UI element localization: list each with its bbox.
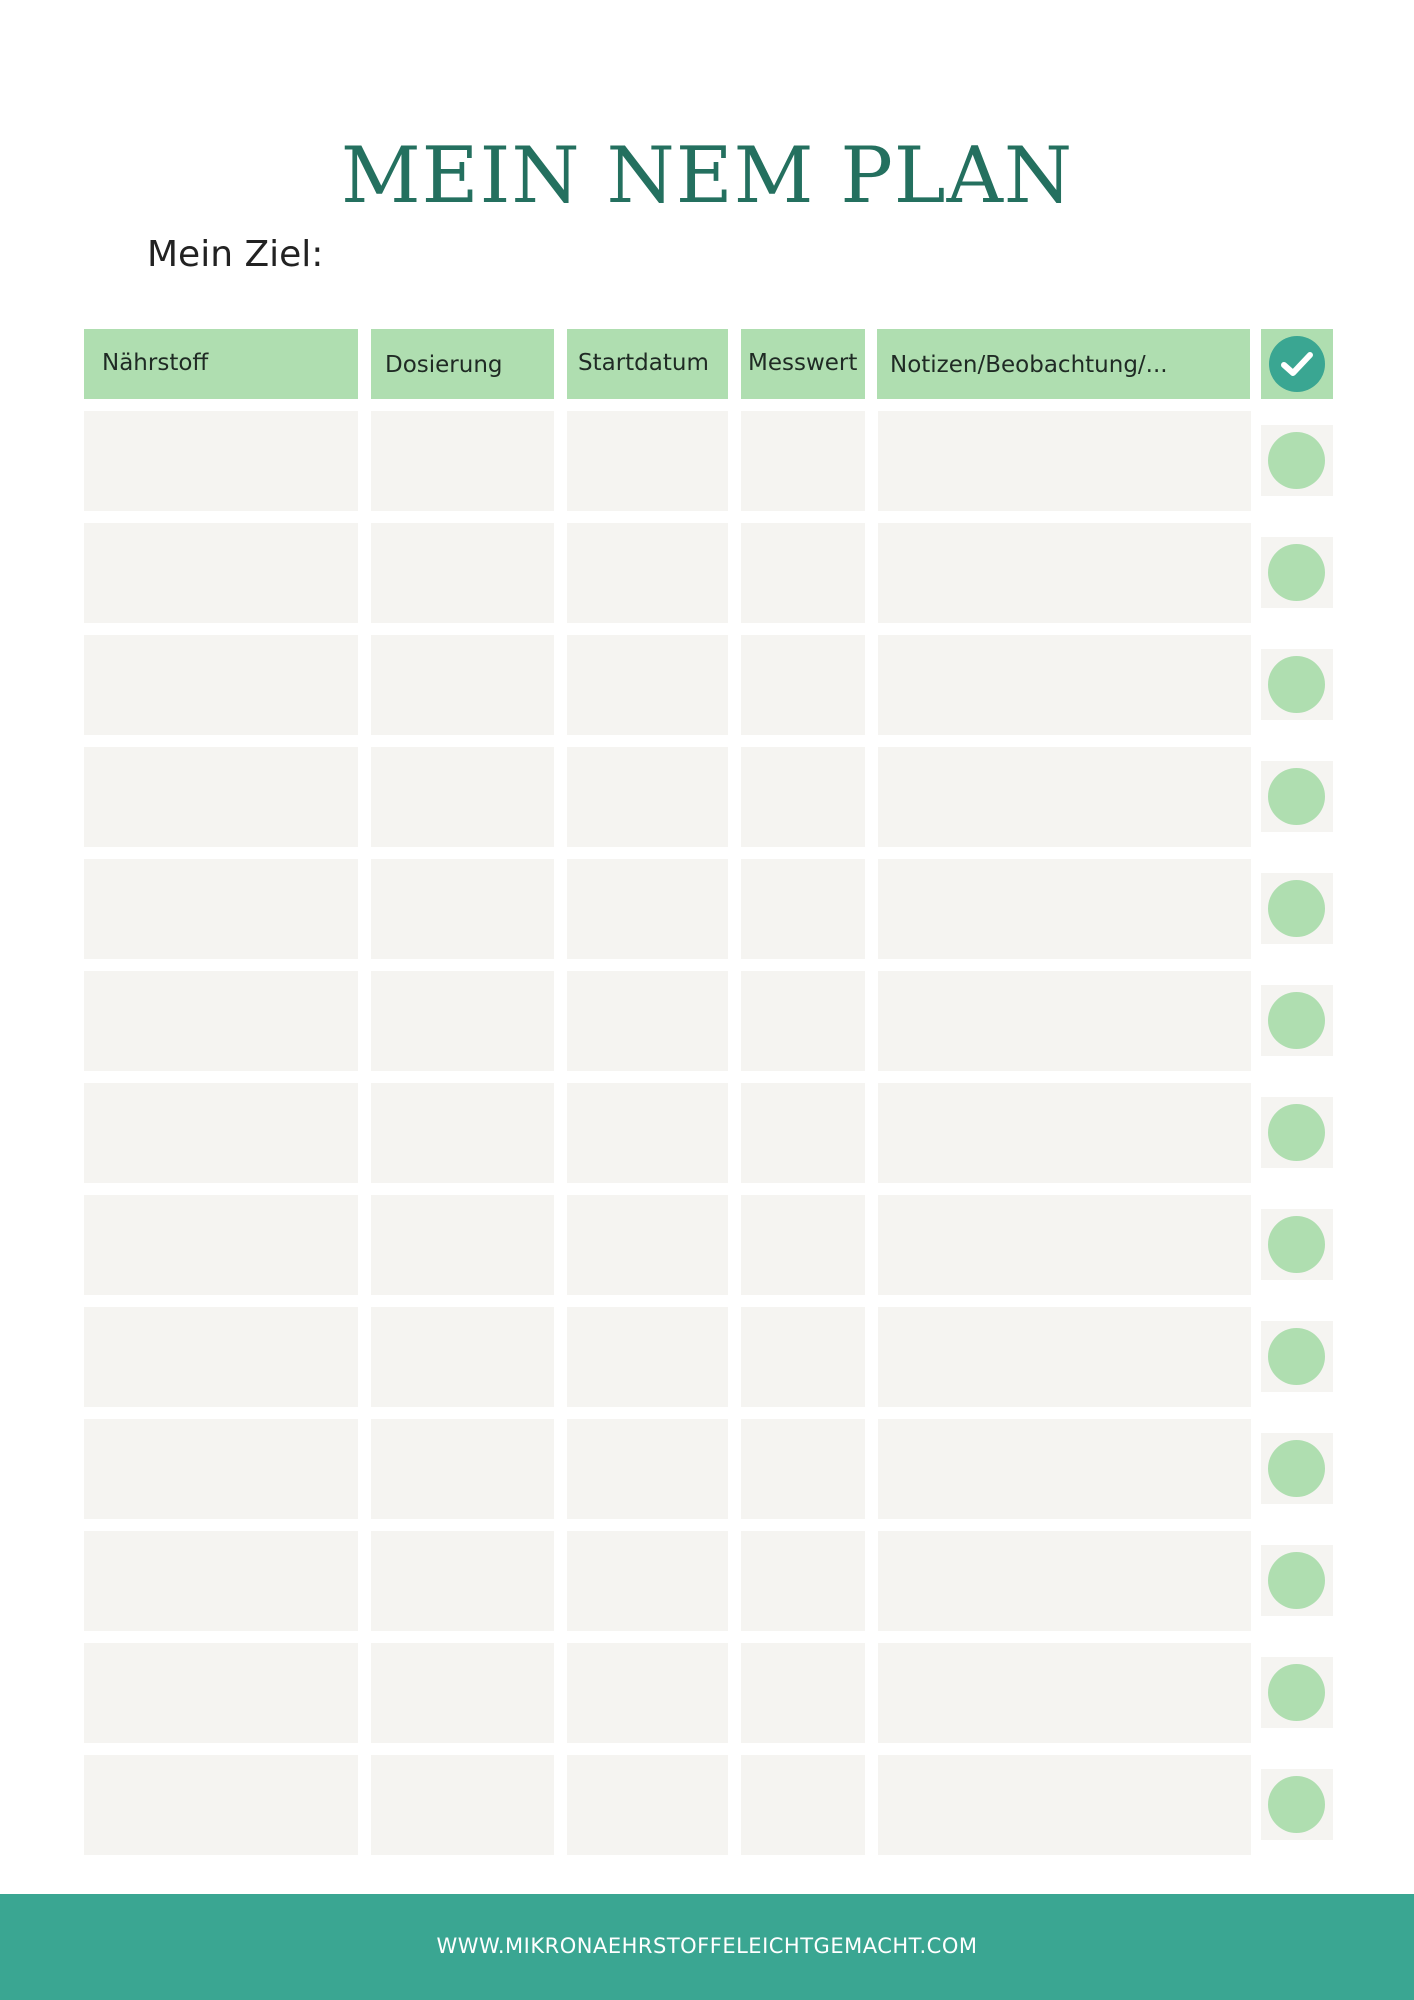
row-check-box[interactable]: [1261, 537, 1333, 608]
cell-dosierung[interactable]: [371, 635, 554, 735]
cell-notizen[interactable]: [878, 1531, 1251, 1631]
row-check-box[interactable]: [1261, 985, 1333, 1056]
cell-startdatum[interactable]: [567, 1307, 728, 1407]
cell-naehrstoff[interactable]: [84, 1083, 358, 1183]
cell-dosierung[interactable]: [371, 1083, 554, 1183]
cell-dosierung[interactable]: [371, 1755, 554, 1855]
cell-naehrstoff[interactable]: [84, 1643, 358, 1743]
empty-circle-icon: [1268, 1328, 1325, 1385]
empty-circle-icon: [1268, 432, 1325, 489]
cell-notizen[interactable]: [878, 411, 1251, 511]
cell-notizen[interactable]: [878, 1083, 1251, 1183]
row-check-box[interactable]: [1261, 1097, 1333, 1168]
header-dosierung: Dosierung: [371, 329, 554, 399]
cell-dosierung[interactable]: [371, 1531, 554, 1631]
row-check-box[interactable]: [1261, 1657, 1333, 1728]
cell-dosierung[interactable]: [371, 1195, 554, 1295]
cell-naehrstoff[interactable]: [84, 747, 358, 847]
cell-dosierung[interactable]: [371, 859, 554, 959]
cell-messwert[interactable]: [741, 1531, 865, 1631]
cell-notizen[interactable]: [878, 1755, 1251, 1855]
header-messwert: Messwert: [741, 329, 865, 399]
empty-circle-icon: [1268, 1776, 1325, 1833]
row-check-box[interactable]: [1261, 873, 1333, 944]
cell-startdatum[interactable]: [567, 1643, 728, 1743]
cell-startdatum[interactable]: [567, 1419, 728, 1519]
cell-startdatum[interactable]: [567, 411, 728, 511]
cell-naehrstoff[interactable]: [84, 971, 358, 1071]
page-title: MEIN NEM PLAN: [340, 131, 1074, 221]
cell-startdatum[interactable]: [567, 1531, 728, 1631]
empty-circle-icon: [1268, 1664, 1325, 1721]
empty-circle-icon: [1268, 544, 1325, 601]
cell-notizen[interactable]: [878, 971, 1251, 1071]
cell-naehrstoff[interactable]: [84, 1531, 358, 1631]
cell-messwert[interactable]: [741, 1419, 865, 1519]
cell-notizen[interactable]: [878, 1195, 1251, 1295]
cell-messwert[interactable]: [741, 1755, 865, 1855]
cell-messwert[interactable]: [741, 859, 865, 959]
cell-dosierung[interactable]: [371, 523, 554, 623]
cell-dosierung[interactable]: [371, 971, 554, 1071]
cell-notizen[interactable]: [878, 635, 1251, 735]
checkmark-circle-icon: [1269, 336, 1325, 392]
cell-messwert[interactable]: [741, 1195, 865, 1295]
row-check-box[interactable]: [1261, 1321, 1333, 1392]
cell-dosierung[interactable]: [371, 1643, 554, 1743]
cell-messwert[interactable]: [741, 747, 865, 847]
cell-naehrstoff[interactable]: [84, 1755, 358, 1855]
cell-dosierung[interactable]: [371, 411, 554, 511]
cell-messwert[interactable]: [741, 1083, 865, 1183]
empty-circle-icon: [1268, 1440, 1325, 1497]
goal-label: Mein Ziel:: [147, 234, 324, 275]
cell-messwert[interactable]: [741, 971, 865, 1071]
empty-circle-icon: [1268, 1104, 1325, 1161]
row-check-box[interactable]: [1261, 1433, 1333, 1504]
row-check-box[interactable]: [1261, 649, 1333, 720]
empty-circle-icon: [1268, 1552, 1325, 1609]
header-startdatum: Startdatum: [567, 329, 728, 399]
cell-dosierung[interactable]: [371, 747, 554, 847]
cell-notizen[interactable]: [878, 1307, 1251, 1407]
cell-messwert[interactable]: [741, 1307, 865, 1407]
empty-circle-icon: [1268, 992, 1325, 1049]
cell-naehrstoff[interactable]: [84, 523, 358, 623]
cell-dosierung[interactable]: [371, 1307, 554, 1407]
cell-naehrstoff[interactable]: [84, 1307, 358, 1407]
cell-messwert[interactable]: [741, 523, 865, 623]
cell-startdatum[interactable]: [567, 1195, 728, 1295]
cell-messwert[interactable]: [741, 411, 865, 511]
row-check-box[interactable]: [1261, 1769, 1333, 1840]
cell-startdatum[interactable]: [567, 1083, 728, 1183]
header-naehrstoff: Nährstoff: [84, 329, 358, 399]
cell-naehrstoff[interactable]: [84, 635, 358, 735]
cell-startdatum[interactable]: [567, 747, 728, 847]
cell-startdatum[interactable]: [567, 971, 728, 1071]
cell-naehrstoff[interactable]: [84, 859, 358, 959]
cell-naehrstoff[interactable]: [84, 1195, 358, 1295]
cell-startdatum[interactable]: [567, 859, 728, 959]
empty-circle-icon: [1268, 656, 1325, 713]
empty-circle-icon: [1268, 768, 1325, 825]
cell-naehrstoff[interactable]: [84, 1419, 358, 1519]
cell-messwert[interactable]: [741, 1643, 865, 1743]
cell-notizen[interactable]: [878, 859, 1251, 959]
row-check-box[interactable]: [1261, 1209, 1333, 1280]
row-check-box[interactable]: [1261, 425, 1333, 496]
cell-notizen[interactable]: [878, 1419, 1251, 1519]
row-check-box[interactable]: [1261, 761, 1333, 832]
header-check: [1261, 329, 1333, 399]
cell-notizen[interactable]: [878, 1643, 1251, 1743]
footer-url[interactable]: WWW.MIKRONAEHRSTOFFELEICHTGEMACHT.COM: [436, 1934, 978, 1958]
cell-naehrstoff[interactable]: [84, 411, 358, 511]
footer-bar: [0, 1894, 1414, 2000]
empty-circle-icon: [1268, 1216, 1325, 1273]
cell-startdatum[interactable]: [567, 1755, 728, 1855]
cell-notizen[interactable]: [878, 523, 1251, 623]
cell-startdatum[interactable]: [567, 523, 728, 623]
cell-messwert[interactable]: [741, 635, 865, 735]
empty-circle-icon: [1268, 880, 1325, 937]
cell-startdatum[interactable]: [567, 635, 728, 735]
header-notizen: Notizen/Beobachtung/...: [877, 329, 1250, 399]
row-check-box[interactable]: [1261, 1545, 1333, 1616]
cell-notizen[interactable]: [878, 747, 1251, 847]
cell-dosierung[interactable]: [371, 1419, 554, 1519]
